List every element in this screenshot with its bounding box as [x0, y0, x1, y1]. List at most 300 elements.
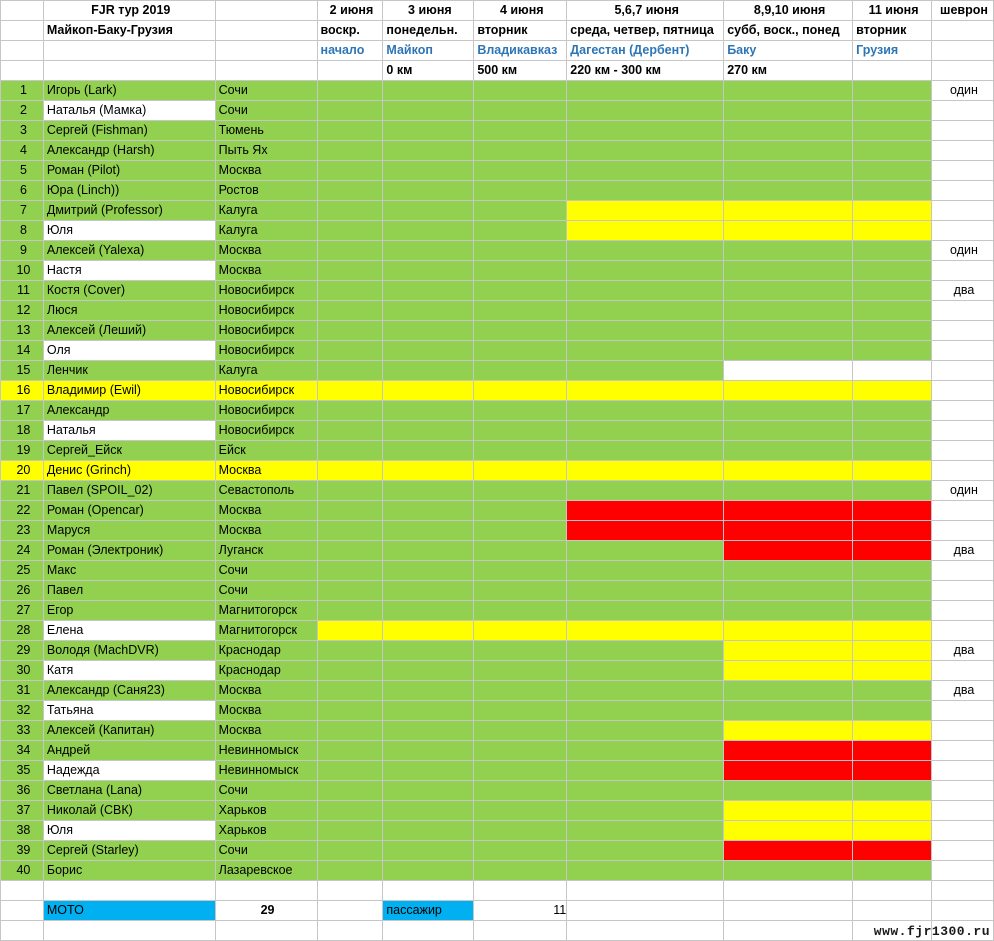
day-cell[interactable]: [317, 201, 383, 221]
day-cell[interactable]: [383, 241, 474, 261]
day-cell[interactable]: [474, 601, 567, 621]
badge-cell[interactable]: [931, 861, 993, 881]
day-cell[interactable]: [724, 861, 853, 881]
day-cell[interactable]: [317, 501, 383, 521]
day-cell[interactable]: [567, 381, 724, 401]
day-cell[interactable]: [724, 801, 853, 821]
participant-city[interactable]: Новосибирск: [215, 421, 317, 441]
badge-cell[interactable]: [931, 721, 993, 741]
row-number[interactable]: 7: [1, 201, 44, 221]
row-number[interactable]: 14: [1, 341, 44, 361]
day-cell[interactable]: [317, 481, 383, 501]
day-cell[interactable]: [724, 561, 853, 581]
day-cell[interactable]: [724, 781, 853, 801]
cell[interactable]: [1, 21, 44, 41]
row-number[interactable]: 2: [1, 101, 44, 121]
cell[interactable]: [567, 901, 724, 921]
day-cell[interactable]: [724, 221, 853, 241]
day-cell[interactable]: [853, 261, 932, 281]
day-cell[interactable]: [724, 81, 853, 101]
day-cell[interactable]: [474, 381, 567, 401]
day-cell[interactable]: [474, 541, 567, 561]
day-cell[interactable]: [317, 761, 383, 781]
day-cell[interactable]: [383, 301, 474, 321]
day-cell[interactable]: [567, 301, 724, 321]
participant-name[interactable]: Роман (Opencar): [43, 501, 215, 521]
badge-cell[interactable]: [931, 201, 993, 221]
day-cell[interactable]: [853, 301, 932, 321]
participant-city[interactable]: Новосибирск: [215, 341, 317, 361]
day-cell[interactable]: [567, 441, 724, 461]
day-cell[interactable]: [474, 281, 567, 301]
cell[interactable]: [1, 881, 44, 901]
participant-name[interactable]: Дмитрий (Professor): [43, 201, 215, 221]
badge-cell[interactable]: [931, 101, 993, 121]
badge-cell[interactable]: [931, 521, 993, 541]
day-cell[interactable]: [724, 481, 853, 501]
day-cell[interactable]: [383, 261, 474, 281]
day-cell[interactable]: [724, 421, 853, 441]
day-cell[interactable]: [853, 661, 932, 681]
day-cell[interactable]: [853, 421, 932, 441]
participant-name[interactable]: Татьяна: [43, 701, 215, 721]
participant-city[interactable]: Москва: [215, 681, 317, 701]
participant-name[interactable]: Макс: [43, 561, 215, 581]
row-number[interactable]: 35: [1, 761, 44, 781]
day-cell[interactable]: [567, 601, 724, 621]
row-number[interactable]: 20: [1, 461, 44, 481]
row-number[interactable]: 26: [1, 581, 44, 601]
badge-cell[interactable]: [931, 361, 993, 381]
participant-city[interactable]: Новосибирск: [215, 321, 317, 341]
participant-city[interactable]: Москва: [215, 261, 317, 281]
badge-cell[interactable]: два: [931, 681, 993, 701]
day-cell[interactable]: [474, 741, 567, 761]
day-cell[interactable]: [853, 621, 932, 641]
badge-cell[interactable]: [931, 381, 993, 401]
day-cell[interactable]: [383, 401, 474, 421]
row-number[interactable]: 36: [1, 781, 44, 801]
row-number[interactable]: 11: [1, 281, 44, 301]
day-cell[interactable]: [853, 401, 932, 421]
cell[interactable]: [383, 881, 474, 901]
day-cell[interactable]: [567, 121, 724, 141]
participant-city[interactable]: Сочи: [215, 561, 317, 581]
date-header[interactable]: 2 июня: [317, 1, 383, 21]
row-number[interactable]: 30: [1, 661, 44, 681]
date-header[interactable]: 11 июня: [853, 1, 932, 21]
cell[interactable]: [1, 921, 44, 941]
day-cell[interactable]: [567, 621, 724, 641]
day-cell[interactable]: [853, 581, 932, 601]
day-cell[interactable]: [317, 641, 383, 661]
badge-cell[interactable]: [931, 601, 993, 621]
participant-city[interactable]: Москва: [215, 721, 317, 741]
row-number[interactable]: 22: [1, 501, 44, 521]
participant-name[interactable]: Елена: [43, 621, 215, 641]
cell[interactable]: [383, 921, 474, 941]
day-cell[interactable]: [383, 81, 474, 101]
row-number[interactable]: 27: [1, 601, 44, 621]
day-cell[interactable]: [317, 221, 383, 241]
row-number[interactable]: 8: [1, 221, 44, 241]
day-cell[interactable]: [474, 121, 567, 141]
participant-city[interactable]: Краснодар: [215, 641, 317, 661]
day-cell[interactable]: [474, 221, 567, 241]
day-cell[interactable]: [724, 581, 853, 601]
cell[interactable]: [931, 61, 993, 81]
day-cell[interactable]: [853, 141, 932, 161]
day-cell[interactable]: [724, 161, 853, 181]
day-cell[interactable]: [474, 861, 567, 881]
route-title[interactable]: Майкоп-Баку-Грузия: [43, 21, 215, 41]
cell[interactable]: [931, 881, 993, 901]
day-cell[interactable]: [317, 241, 383, 261]
day-cell[interactable]: [724, 241, 853, 261]
day-cell[interactable]: [474, 841, 567, 861]
row-number[interactable]: 1: [1, 81, 44, 101]
day-cell[interactable]: [567, 721, 724, 741]
badge-cell[interactable]: [931, 561, 993, 581]
day-cell[interactable]: [383, 201, 474, 221]
day-cell[interactable]: [853, 521, 932, 541]
day-cell[interactable]: [853, 861, 932, 881]
badge-cell[interactable]: [931, 401, 993, 421]
day-cell[interactable]: [853, 221, 932, 241]
day-cell[interactable]: [317, 721, 383, 741]
participant-city[interactable]: Сочи: [215, 841, 317, 861]
day-cell[interactable]: [474, 361, 567, 381]
cell[interactable]: [1, 1, 44, 21]
date-header[interactable]: 3 июня: [383, 1, 474, 21]
row-number[interactable]: 19: [1, 441, 44, 461]
day-cell[interactable]: [567, 181, 724, 201]
badge-cell[interactable]: [931, 761, 993, 781]
participant-name[interactable]: Владимир (Ewil): [43, 381, 215, 401]
day-cell[interactable]: [474, 501, 567, 521]
participant-city[interactable]: Ростов: [215, 181, 317, 201]
day-cell[interactable]: [383, 861, 474, 881]
distance-header[interactable]: 500 км: [474, 61, 567, 81]
participant-name[interactable]: Оля: [43, 341, 215, 361]
cell[interactable]: [474, 921, 567, 941]
badge-cell[interactable]: два: [931, 641, 993, 661]
day-cell[interactable]: [317, 801, 383, 821]
day-cell[interactable]: [383, 561, 474, 581]
day-cell[interactable]: [474, 681, 567, 701]
row-number[interactable]: 28: [1, 621, 44, 641]
participant-name[interactable]: Наталья (Мамка): [43, 101, 215, 121]
day-cell[interactable]: [317, 661, 383, 681]
badge-cell[interactable]: [931, 581, 993, 601]
day-cell[interactable]: [853, 161, 932, 181]
badge-cell[interactable]: [931, 301, 993, 321]
sheet-title[interactable]: FJR тур 2019: [43, 1, 215, 21]
participant-city[interactable]: Новосибирск: [215, 281, 317, 301]
day-cell[interactable]: [317, 561, 383, 581]
cell[interactable]: [215, 921, 317, 941]
row-number[interactable]: 10: [1, 261, 44, 281]
day-cell[interactable]: [317, 621, 383, 641]
day-cell[interactable]: [474, 801, 567, 821]
day-cell[interactable]: [567, 781, 724, 801]
day-cell[interactable]: [317, 161, 383, 181]
day-cell[interactable]: [317, 341, 383, 361]
day-cell[interactable]: [317, 421, 383, 441]
day-cell[interactable]: [317, 841, 383, 861]
participant-city[interactable]: Невинномыск: [215, 741, 317, 761]
row-number[interactable]: 21: [1, 481, 44, 501]
day-cell[interactable]: [383, 481, 474, 501]
day-cell[interactable]: [567, 521, 724, 541]
day-cell[interactable]: [474, 261, 567, 281]
cell[interactable]: [1, 61, 44, 81]
participant-name[interactable]: Алексей (Капитан): [43, 721, 215, 741]
day-cell[interactable]: [567, 321, 724, 341]
distance-header[interactable]: 270 км: [724, 61, 853, 81]
moto-count[interactable]: 29: [215, 901, 317, 921]
badge-cell[interactable]: [931, 841, 993, 861]
badge-cell[interactable]: [931, 701, 993, 721]
day-cell[interactable]: [853, 181, 932, 201]
day-cell[interactable]: [383, 321, 474, 341]
day-cell[interactable]: [724, 641, 853, 661]
participant-city[interactable]: Москва: [215, 521, 317, 541]
row-number[interactable]: 37: [1, 801, 44, 821]
cell[interactable]: [853, 881, 932, 901]
day-cell[interactable]: [383, 801, 474, 821]
day-cell[interactable]: [383, 361, 474, 381]
cell[interactable]: [567, 921, 724, 941]
day-cell[interactable]: [383, 661, 474, 681]
participant-city[interactable]: Сочи: [215, 81, 317, 101]
day-cell[interactable]: [474, 181, 567, 201]
participant-name[interactable]: Костя (Cover): [43, 281, 215, 301]
row-number[interactable]: 18: [1, 421, 44, 441]
day-cell[interactable]: [383, 781, 474, 801]
day-cell[interactable]: [383, 521, 474, 541]
cell[interactable]: [317, 921, 383, 941]
day-cell[interactable]: [317, 281, 383, 301]
day-cell[interactable]: [724, 401, 853, 421]
day-cell[interactable]: [724, 361, 853, 381]
day-cell[interactable]: [474, 641, 567, 661]
row-number[interactable]: 24: [1, 541, 44, 561]
day-cell[interactable]: [567, 101, 724, 121]
row-number[interactable]: 32: [1, 701, 44, 721]
participant-name[interactable]: Наталья: [43, 421, 215, 441]
day-cell[interactable]: [383, 381, 474, 401]
cell[interactable]: [43, 41, 215, 61]
distance-header[interactable]: 220 км - 300 км: [567, 61, 724, 81]
participant-name[interactable]: Светлана (Lana): [43, 781, 215, 801]
badge-cell[interactable]: [931, 501, 993, 521]
day-cell[interactable]: [724, 321, 853, 341]
day-cell[interactable]: [474, 721, 567, 741]
day-cell[interactable]: [724, 441, 853, 461]
participant-name[interactable]: Игорь (Lark): [43, 81, 215, 101]
participant-city[interactable]: Москва: [215, 241, 317, 261]
cell[interactable]: [724, 901, 853, 921]
day-cell[interactable]: [567, 761, 724, 781]
participant-city[interactable]: Ейск: [215, 441, 317, 461]
day-cell[interactable]: [724, 741, 853, 761]
participant-city[interactable]: Невинномыск: [215, 761, 317, 781]
day-cell[interactable]: [474, 761, 567, 781]
day-cell[interactable]: [567, 661, 724, 681]
day-cell[interactable]: [317, 821, 383, 841]
participant-city[interactable]: Краснодар: [215, 661, 317, 681]
day-cell[interactable]: [317, 701, 383, 721]
day-cell[interactable]: [383, 101, 474, 121]
day-cell[interactable]: [724, 301, 853, 321]
passenger-count[interactable]: 11: [474, 901, 567, 921]
day-cell[interactable]: [383, 121, 474, 141]
cell[interactable]: [567, 881, 724, 901]
row-number[interactable]: 6: [1, 181, 44, 201]
badge-cell[interactable]: [931, 141, 993, 161]
day-cell[interactable]: [567, 801, 724, 821]
day-cell[interactable]: [474, 201, 567, 221]
day-cell[interactable]: [317, 81, 383, 101]
badge-cell[interactable]: [931, 321, 993, 341]
cell[interactable]: [215, 1, 317, 21]
day-cell[interactable]: [383, 581, 474, 601]
participant-name[interactable]: Павел: [43, 581, 215, 601]
day-cell[interactable]: [474, 781, 567, 801]
participant-city[interactable]: Севастополь: [215, 481, 317, 501]
participant-city[interactable]: Луганск: [215, 541, 317, 561]
day-cell[interactable]: [474, 241, 567, 261]
day-cell[interactable]: [567, 501, 724, 521]
badge-cell[interactable]: [931, 441, 993, 461]
row-number[interactable]: 33: [1, 721, 44, 741]
badge-cell[interactable]: [931, 801, 993, 821]
day-cell[interactable]: [317, 681, 383, 701]
badge-cell[interactable]: [931, 661, 993, 681]
weekday-header[interactable]: субб, воск., понед: [724, 21, 853, 41]
row-number[interactable]: 31: [1, 681, 44, 701]
day-cell[interactable]: [567, 161, 724, 181]
day-cell[interactable]: [383, 641, 474, 661]
place-header[interactable]: Баку: [724, 41, 853, 61]
participant-name[interactable]: Алексей (Леший): [43, 321, 215, 341]
cell[interactable]: [317, 901, 383, 921]
participant-name[interactable]: Павел (SPOIL_02): [43, 481, 215, 501]
badge-header[interactable]: шеврон: [931, 1, 993, 21]
day-cell[interactable]: [567, 141, 724, 161]
distance-header[interactable]: [317, 61, 383, 81]
row-number[interactable]: 38: [1, 821, 44, 841]
badge-cell[interactable]: [931, 121, 993, 141]
day-cell[interactable]: [724, 101, 853, 121]
cell[interactable]: [43, 61, 215, 81]
day-cell[interactable]: [383, 221, 474, 241]
day-cell[interactable]: [474, 441, 567, 461]
date-header[interactable]: 4 июня: [474, 1, 567, 21]
day-cell[interactable]: [474, 421, 567, 441]
row-number[interactable]: 15: [1, 361, 44, 381]
day-cell[interactable]: [853, 381, 932, 401]
participant-name[interactable]: Николай (СВК): [43, 801, 215, 821]
day-cell[interactable]: [383, 761, 474, 781]
participant-name[interactable]: Сергей_Ейск: [43, 441, 215, 461]
day-cell[interactable]: [853, 321, 932, 341]
day-cell[interactable]: [724, 841, 853, 861]
participant-city[interactable]: Пыть Ях: [215, 141, 317, 161]
day-cell[interactable]: [853, 281, 932, 301]
day-cell[interactable]: [567, 741, 724, 761]
day-cell[interactable]: [317, 361, 383, 381]
day-cell[interactable]: [853, 781, 932, 801]
day-cell[interactable]: [853, 541, 932, 561]
day-cell[interactable]: [724, 541, 853, 561]
row-number[interactable]: 3: [1, 121, 44, 141]
moto-label[interactable]: МОТО: [43, 901, 215, 921]
day-cell[interactable]: [567, 401, 724, 421]
day-cell[interactable]: [724, 821, 853, 841]
day-cell[interactable]: [383, 701, 474, 721]
day-cell[interactable]: [724, 461, 853, 481]
row-number[interactable]: 12: [1, 301, 44, 321]
day-cell[interactable]: [853, 341, 932, 361]
cell[interactable]: [1, 41, 44, 61]
place-header[interactable]: Майкоп: [383, 41, 474, 61]
badge-cell[interactable]: [931, 741, 993, 761]
day-cell[interactable]: [724, 281, 853, 301]
participant-name[interactable]: Егор: [43, 601, 215, 621]
participant-name[interactable]: Роман (Электроник): [43, 541, 215, 561]
day-cell[interactable]: [383, 501, 474, 521]
day-cell[interactable]: [567, 541, 724, 561]
day-cell[interactable]: [853, 761, 932, 781]
day-cell[interactable]: [853, 121, 932, 141]
day-cell[interactable]: [853, 241, 932, 261]
day-cell[interactable]: [383, 621, 474, 641]
day-cell[interactable]: [317, 741, 383, 761]
distance-header[interactable]: [853, 61, 932, 81]
day-cell[interactable]: [317, 261, 383, 281]
day-cell[interactable]: [474, 481, 567, 501]
participant-city[interactable]: Новосибирск: [215, 401, 317, 421]
day-cell[interactable]: [853, 741, 932, 761]
cell[interactable]: [215, 41, 317, 61]
participant-name[interactable]: Александр (Саня23): [43, 681, 215, 701]
badge-cell[interactable]: [931, 621, 993, 641]
cell[interactable]: [215, 881, 317, 901]
day-cell[interactable]: [317, 601, 383, 621]
day-cell[interactable]: [474, 141, 567, 161]
place-header[interactable]: начало: [317, 41, 383, 61]
day-cell[interactable]: [317, 401, 383, 421]
weekday-header[interactable]: вторник: [474, 21, 567, 41]
day-cell[interactable]: [317, 141, 383, 161]
day-cell[interactable]: [474, 101, 567, 121]
participant-name[interactable]: Катя: [43, 661, 215, 681]
day-cell[interactable]: [853, 641, 932, 661]
day-cell[interactable]: [853, 701, 932, 721]
participant-city[interactable]: Харьков: [215, 801, 317, 821]
participant-city[interactable]: Магнитогорск: [215, 621, 317, 641]
participant-name[interactable]: Володя (MachDVR): [43, 641, 215, 661]
day-cell[interactable]: [383, 601, 474, 621]
day-cell[interactable]: [383, 441, 474, 461]
row-number[interactable]: 17: [1, 401, 44, 421]
participant-name[interactable]: Люся: [43, 301, 215, 321]
day-cell[interactable]: [853, 721, 932, 741]
day-cell[interactable]: [567, 641, 724, 661]
day-cell[interactable]: [383, 421, 474, 441]
